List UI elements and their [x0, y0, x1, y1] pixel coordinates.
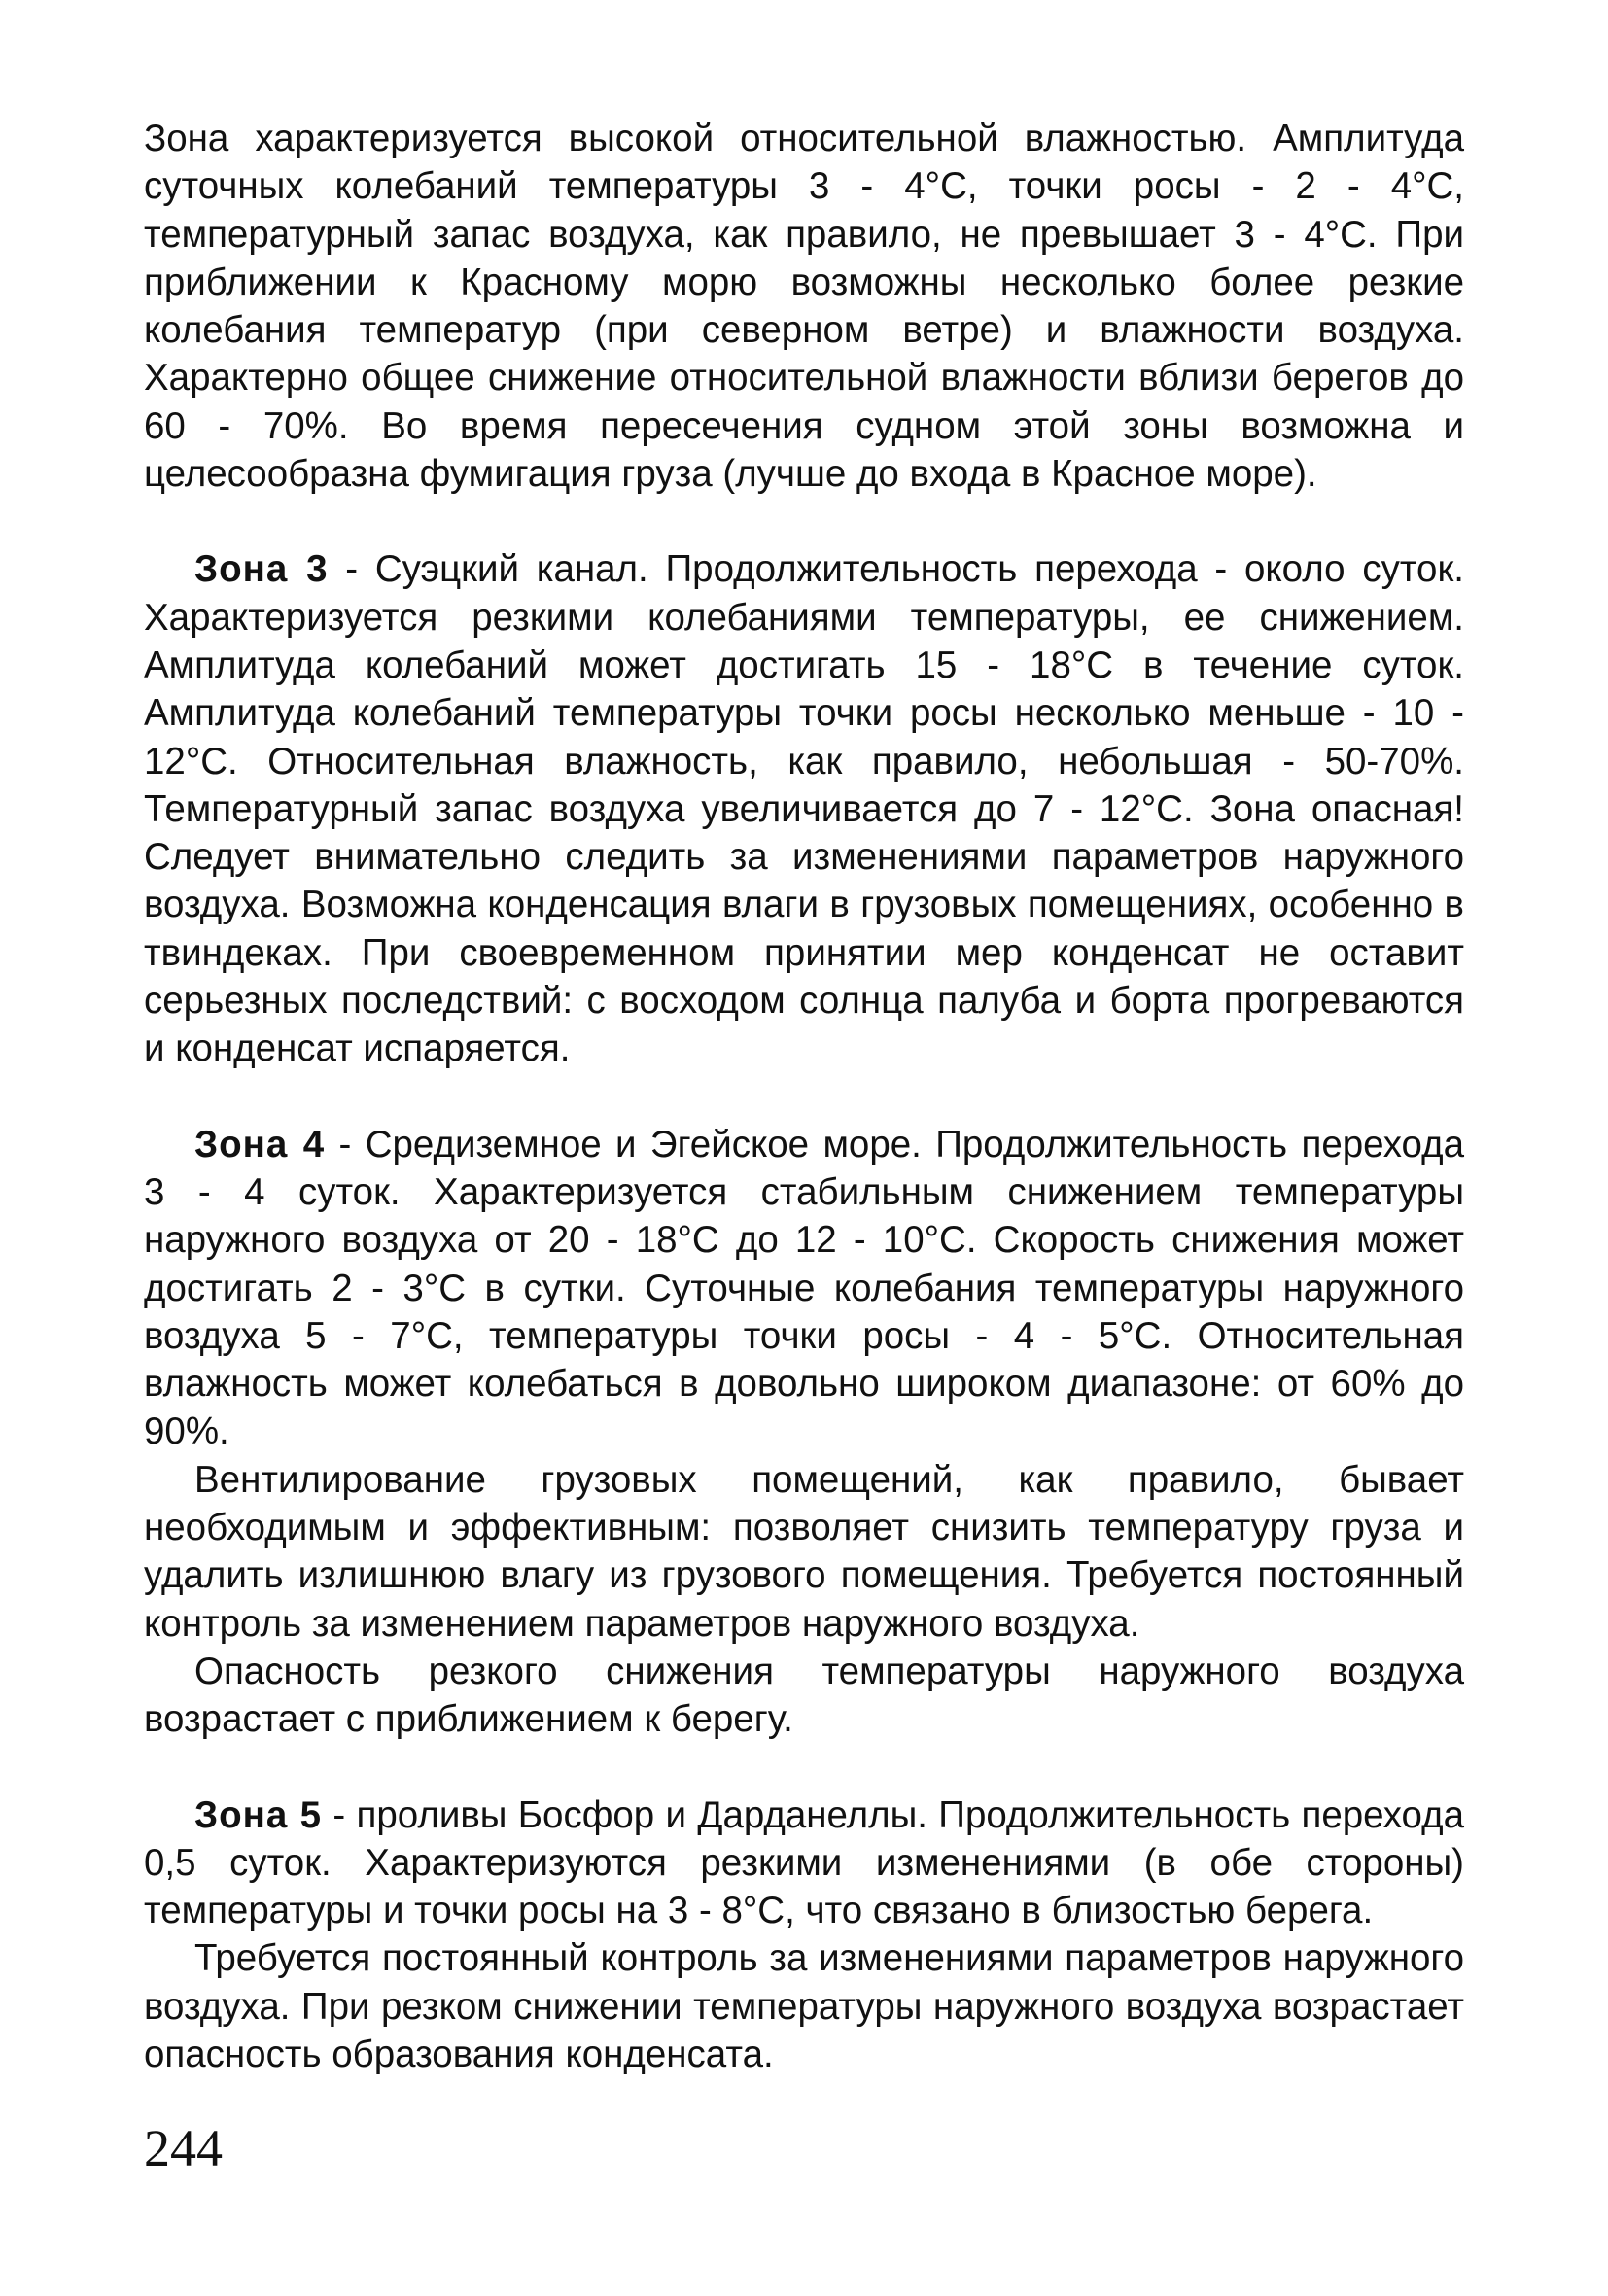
page-number: 244 [144, 2119, 223, 2177]
zone-4-label: Зона 4 [194, 1123, 326, 1165]
paragraph-ventilation [144, 1456, 1464, 1648]
paragraph-text: Опасность резкого снижения температуры наружного воздуха возрастает с приближением к берегу. [144, 1650, 1464, 1741]
zone-5-label: Зона 5 [194, 1793, 323, 1836]
paragraph-zone-4 [144, 1121, 1464, 1456]
paragraph-control [144, 1934, 1464, 2078]
paragraph-text: Зона характеризуется высокой относительной влажностью. Амплитуда суточных колебаний температуры 3 - 4°С, точки росы - 2 - 4°С, температурный запас воздуха, как правило, не превышает 3 - 4°С. При приближении к Красному морю возможны несколько более резкие колебания температур (при северном ветре) и влажности воздуха. Характерно общее снижение относительной влажности вблизи берегов до 60 - 70%. Во время пересечения судном этой зоны возможна и целесообразна фумигация груза (лучше до входа в Красное море). [144, 118, 1464, 496]
zone-3-label: Зона 3 [194, 548, 329, 591]
paragraph-text: - Суэцкий канал. Продолжительность перехода - около суток. Характеризуется резкими колебаниями температуры, ее снижением. Амплитуда колебаний может достигать 15 - 18°С в течение суток. Амплитуда колебаний температуры точки росы несколько меньше - 10 - 12°С. Относительная влажность, как правило, небольшая - 50-70%. Температурный запас воздуха увеличивается до 7 - 12°С. Зона опасная! Следует внимательно следить за изменениями параметров наружного воздуха. Возможна конденсация влаги в грузовых помещениях, особенно в твиндеках. При своевременном принятии мер конденсат не оставит серьезных последствий: с восходом солнца палуба и борта прогреваются и конденсат испаряется. [144, 548, 1464, 1070]
paragraph-zone-3 [144, 545, 1464, 1072]
paragraph-text: Требуется постоянный контроль за изменениями параметров наружного воздуха. При резком снижении температуры наружного воздуха возрастает опасность образования конденсата. [144, 1937, 1464, 2075]
paragraph-coast-danger [144, 1648, 1464, 1744]
paragraph-zone-5 [144, 1792, 1464, 1935]
paragraph-text: - Средиземное и Эгейское море. Продолжительность перехода 3 - 4 суток. Характеризуется стабильным снижением температуры наружного воздуха от 20 - 18°С до 12 - 10°С. Скорость снижения может достигать 2 - 3°С в сутки. Суточные колебания температуры наружного воздуха 5 - 7°С, температуры точки росы - 4 - 5°С. Относительная влажность может колебаться в довольно широком диапазоне: от 60% до 90%. [144, 1123, 1464, 1453]
paragraph-zone-2-continuation [144, 115, 1464, 498]
page-body [144, 115, 1464, 2078]
paragraph-text: Вентилирование грузовых помещений, как правило, бывает необходимым и эффективным: позволяет снизить температуру груза и удалить излишнюю влагу из грузового помещения. Требуется постоянный контроль за изменением параметров наружного воздуха. [144, 1458, 1464, 1645]
paragraph-text: - проливы Босфор и Дарданеллы. Продолжительность перехода 0,5 суток. Характеризуются резкими изменениями (в обе стороны) температуры и точки росы на 3 - 8°С, что связано в близостью берега. [144, 1793, 1464, 1932]
